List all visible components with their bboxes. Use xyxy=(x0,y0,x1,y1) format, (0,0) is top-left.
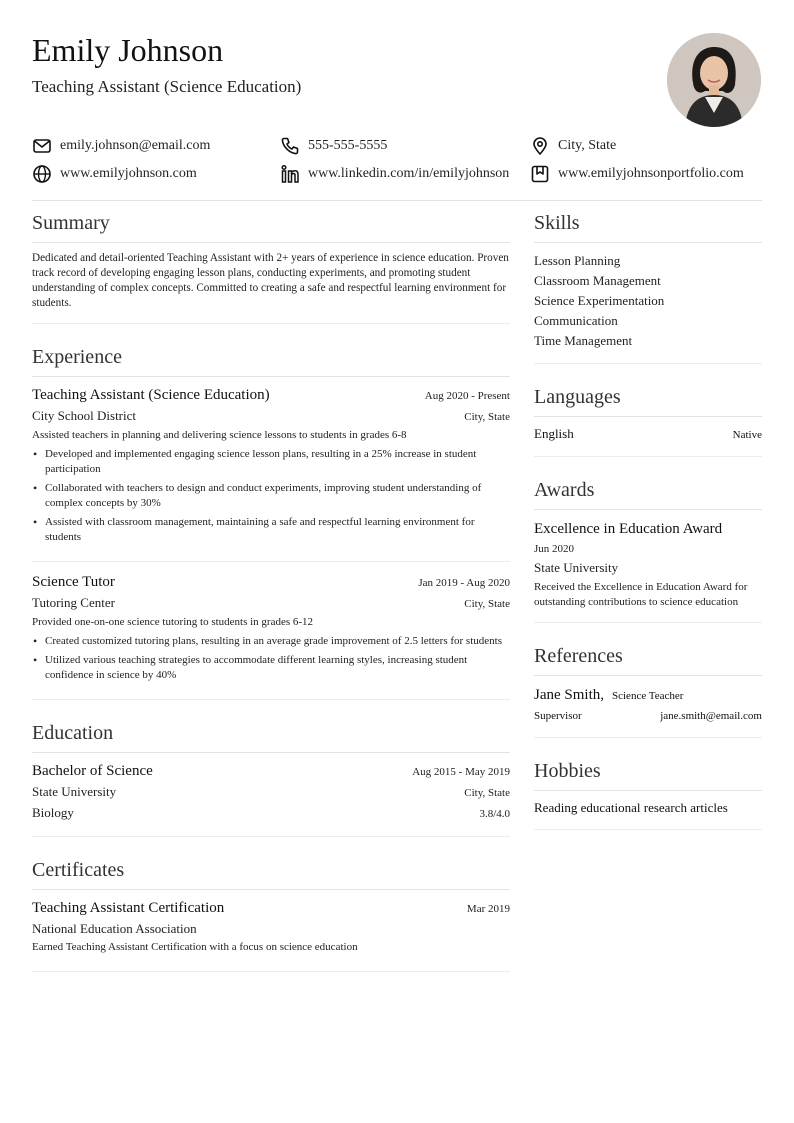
school-location: City, State xyxy=(464,787,510,799)
contact-portfolio[interactable] xyxy=(530,162,744,186)
reference-email[interactable]: jane.smith@email.com xyxy=(660,710,762,722)
email-text: emily.johnson@email.com xyxy=(60,138,211,153)
bookmark-icon xyxy=(530,164,550,184)
skills-list xyxy=(534,251,762,363)
education-dates: Aug 2015 - May 2019 xyxy=(412,766,510,778)
references-heading: References xyxy=(534,639,762,676)
languages-heading: Languages xyxy=(534,380,762,417)
certificate-date: Mar 2019 xyxy=(466,903,510,915)
references-section xyxy=(534,639,762,738)
language-name: English xyxy=(534,426,574,441)
certificates-section xyxy=(32,853,510,972)
languages-section xyxy=(534,380,762,457)
experience-section xyxy=(32,340,510,700)
degree: Bachelor of Science xyxy=(32,763,153,779)
contact-phone[interactable] xyxy=(280,134,387,158)
phone-text: 555-555-5555 xyxy=(308,138,388,153)
skills-section xyxy=(534,206,762,364)
major: Biology xyxy=(32,805,74,820)
job-bullet: • Collaborated with teachers to design and conduct experiments, improving student understanding of complex concepts by 30% xyxy=(32,481,510,511)
summary-heading: Summary xyxy=(32,206,510,243)
hobby-item: Reading educational research articles xyxy=(534,800,728,815)
website-text: www.emilyjohnson.com xyxy=(60,166,197,181)
hobbies-heading: Hobbies xyxy=(534,754,762,791)
education-heading: Education xyxy=(32,716,510,753)
certificate-entry xyxy=(32,898,510,971)
education-section xyxy=(32,716,510,837)
location-text: City, State xyxy=(558,138,617,153)
award-description: Received the Excellence in Education Award for outstanding contributions to science education xyxy=(534,581,748,608)
name: Emily Johnson xyxy=(32,32,224,68)
school: State University xyxy=(32,784,117,799)
job-description: Assisted teachers in planning and delivering science lessons to students in grades 6-8 xyxy=(32,429,407,441)
contact-linkedin[interactable] xyxy=(280,162,509,186)
certificate-title: Teaching Assistant Certification xyxy=(32,900,225,916)
left-column xyxy=(32,206,510,972)
job-bullets xyxy=(32,634,510,683)
experience-heading: Experience xyxy=(32,340,510,377)
skill-item: Time Management xyxy=(534,333,633,348)
linkedin-icon xyxy=(280,164,300,184)
job-location: City, State xyxy=(464,598,510,610)
award-org: State University xyxy=(534,560,619,575)
job-bullet: • Developed and implemented engaging science lesson plans, resulting in a 25% increase in student participation xyxy=(32,447,510,477)
job-bullet: • Utilized various teaching strategies to accommodate different learning styles, increasing student confidence in science by 40% xyxy=(32,653,510,683)
gpa: 3.8/4.0 xyxy=(479,808,510,820)
profile-photo xyxy=(667,33,761,127)
experience-entry xyxy=(32,385,510,561)
reference-name: Jane Smith, xyxy=(534,687,604,703)
globe-icon xyxy=(32,164,52,184)
skill-item: Communication xyxy=(534,313,618,328)
reference-relation: Supervisor xyxy=(534,710,582,722)
language-item xyxy=(534,425,762,456)
linkedin-text: www.linkedin.com/in/emilyjohnson xyxy=(308,166,510,181)
skill-item: Classroom Management xyxy=(534,273,661,288)
job-title-text: Science Tutor xyxy=(32,574,115,590)
education-entry xyxy=(32,761,510,836)
employer: City School District xyxy=(32,408,136,423)
skills-heading: Skills xyxy=(534,206,762,243)
portfolio-text: www.emilyjohnsonportfolio.com xyxy=(558,166,744,181)
job-bullets xyxy=(32,447,510,545)
job-dates: Jan 2019 - Aug 2020 xyxy=(418,577,510,589)
mail-icon xyxy=(32,136,52,156)
language-level: Native xyxy=(732,429,762,441)
summary-section xyxy=(32,206,510,324)
job-title-text: Teaching Assistant (Science Education) xyxy=(32,387,270,403)
contact-email[interactable] xyxy=(32,134,210,158)
summary-text: Dedicated and detail-oriented Teaching Assistant with 2+ years of experience in science education. Proven track record of developing engaging lesson plans, conducting experiments, and promoting student understanding of complex concepts. Committed to creating a safe and respectful learning environment for students. xyxy=(32,252,509,309)
phone-icon xyxy=(280,136,300,156)
experience-entry xyxy=(32,561,510,699)
reference-details xyxy=(534,707,762,737)
job-description: Provided one-on-one science tutoring to students in grades 6-12 xyxy=(32,616,314,628)
awards-heading: Awards xyxy=(534,473,762,510)
awards-section xyxy=(534,473,762,623)
certificates-heading: Certificates xyxy=(32,853,510,890)
reference-role: Science Teacher xyxy=(612,690,684,702)
employer: Tutoring Center xyxy=(32,595,115,610)
job-title: Teaching Assistant (Science Education) xyxy=(32,77,302,96)
right-column xyxy=(534,206,762,830)
job-bullet: • Assisted with classroom management, maintaining a safe and respectful learning environment for students xyxy=(32,515,510,545)
location-pin-icon xyxy=(530,136,550,156)
reference-header xyxy=(534,684,762,707)
certificate-description: Earned Teaching Assistant Certification with a focus on science education xyxy=(32,941,358,953)
skill-item: Lesson Planning xyxy=(534,253,621,268)
skill-item: Science Experimentation xyxy=(534,293,665,308)
header-divider xyxy=(32,200,762,201)
award-title: Excellence in Education Award xyxy=(534,521,723,537)
contact-website[interactable] xyxy=(32,162,197,186)
contact-location xyxy=(530,134,616,158)
job-dates: Aug 2020 - Present xyxy=(424,390,510,402)
hobbies-section xyxy=(534,754,762,830)
job-bullet: • Created customized tutoring plans, resulting in an average grade improvement of 2.5 letters for students xyxy=(32,634,510,649)
certificate-issuer: National Education Association xyxy=(32,921,197,936)
job-location: City, State xyxy=(464,411,510,423)
award-date: Jun 2020 xyxy=(534,543,575,555)
